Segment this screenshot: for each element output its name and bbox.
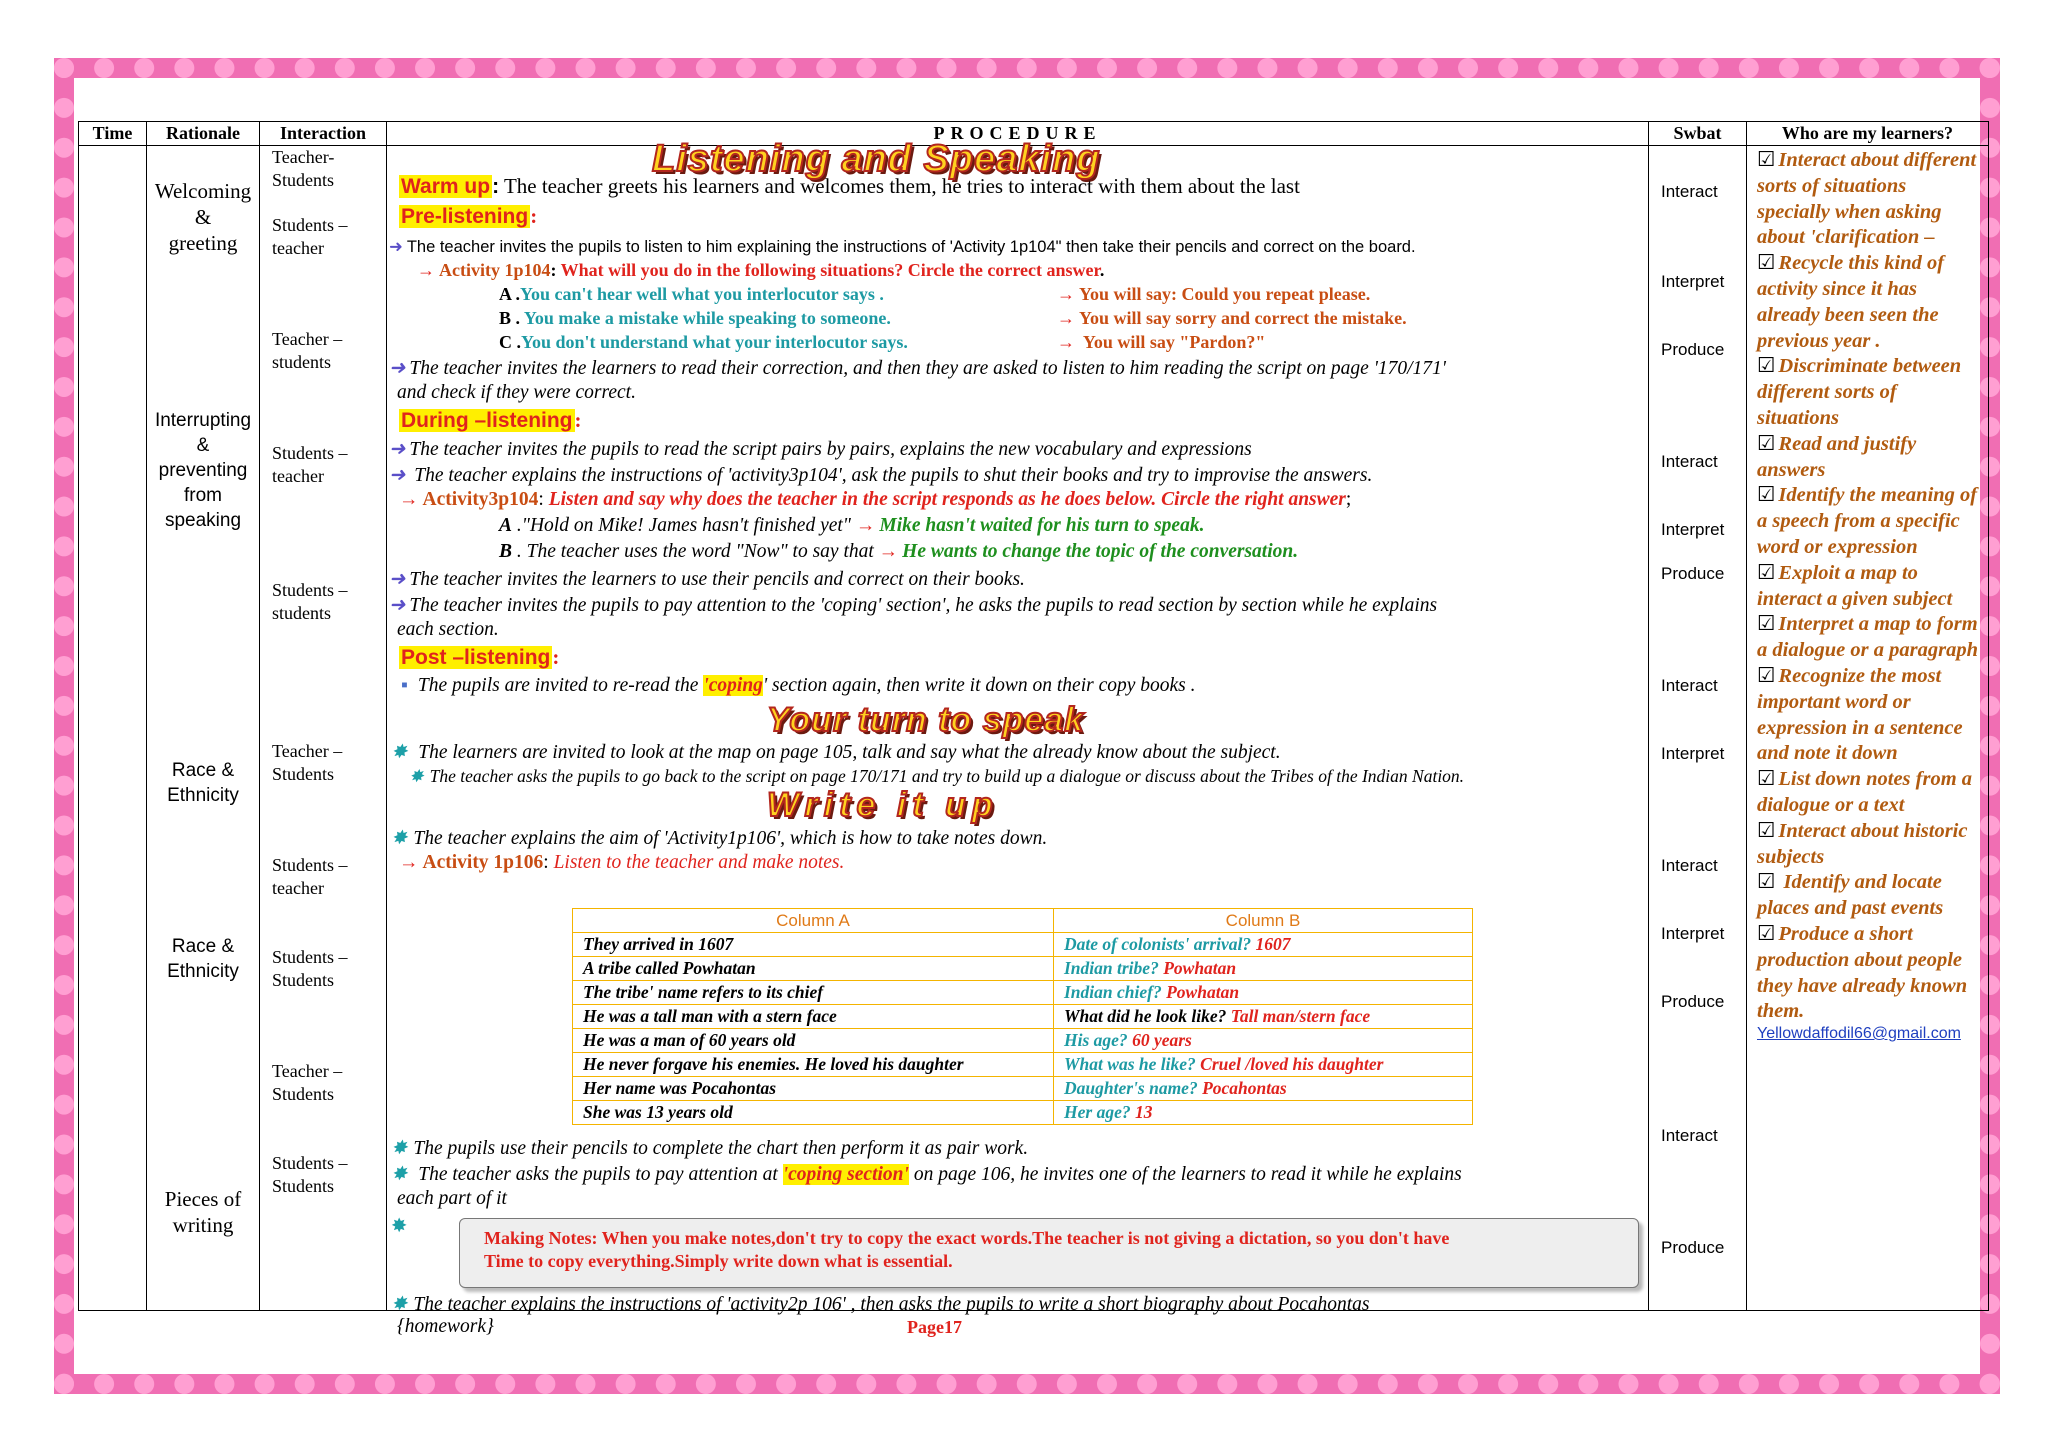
swbat-9: Interact	[1661, 856, 1718, 875]
arrow-right-icon: →	[399, 852, 419, 873]
table-row	[573, 1077, 1473, 1101]
note-box-line-1: Making Notes: When you make notes,don't try to copy the exact words.The teacher is not giving a dictation, so you don't have	[484, 1228, 1450, 1248]
notes-cell-b: Her age? 13	[1054, 1101, 1473, 1125]
write-line-1: ✸ The teacher explains the aim of 'Activity1p106', which is how to take notes down.	[391, 828, 1048, 849]
learner-objective: ☑ Interpret a map to form a dialogue or a paragraph	[1757, 613, 1978, 662]
activity1-answer-b: → You will say sorry and correct the mistake.	[1057, 308, 1407, 328]
star-bullet-icon: ✸	[391, 1216, 408, 1237]
swbat-10: Interpret	[1661, 924, 1725, 943]
notes-cell-a: They arrived in 1607	[573, 933, 1054, 957]
interaction-2: Students – teacher	[272, 215, 348, 258]
small-arrow-bullet-icon: ➜	[389, 569, 406, 590]
warmup-text: The teacher greets his learners and welcomes them, he tries to interact with them about the last	[503, 174, 1300, 198]
star-bullet-icon: ✸	[409, 766, 424, 786]
ballot-check-icon: ☑	[1757, 252, 1776, 275]
notes-cell-b: Indian tribe? Powhatan	[1054, 957, 1473, 981]
small-arrow-bullet-icon: ➜	[389, 358, 406, 379]
swbat-12: Interact	[1661, 1126, 1718, 1145]
swbat-cell	[1649, 146, 1747, 1311]
header-rationale: Rationale	[147, 122, 260, 146]
during-line-3: ➜ The teacher invites the learners to use their pencils and correct on their books.	[389, 569, 1025, 590]
ballot-check-icon: ☑	[1757, 871, 1776, 894]
making-notes-box	[459, 1218, 1639, 1288]
post-line-1: ▪ The pupils are invited to re-read the 'coping' section again, then write it down on their copy books .	[401, 675, 1196, 696]
activity1-option-c: C .You don't understand what your interlocutor says.	[499, 332, 908, 352]
activity1-option-b: B . You make a mistake while speaking to someone.	[499, 308, 891, 328]
ballot-check-icon: ☑	[1757, 484, 1776, 507]
title-write-it-up: Write it up	[767, 786, 999, 824]
activity1-line: → Activity 1p104: What will you do in the following situations? Circle the correct answer.	[417, 260, 1105, 280]
interaction-3: Teacher – students	[272, 329, 343, 372]
learner-objective: ☑ Exploit a map to interact a given subject	[1757, 561, 1953, 610]
rationale-writing: Pieces of writing	[164, 1187, 242, 1237]
ballot-check-icon: ☑	[1757, 664, 1776, 687]
ballot-check-icon: ☑	[1757, 819, 1776, 842]
learners-list	[1747, 146, 1988, 1025]
notes-cell-b: His age? 60 years	[1054, 1029, 1473, 1053]
notes-cell-a: A tribe called Powhatan	[573, 957, 1054, 981]
header-swbat: Swbat	[1649, 122, 1747, 146]
pre-line-2: ➜ The teacher invites the learners to read their correction, and then they are asked to listen to him reading the script on page '170/171'	[389, 358, 1446, 379]
post-heading: Post –listening:	[401, 645, 560, 669]
ballot-check-icon: ☑	[1757, 561, 1776, 584]
table-row	[573, 981, 1473, 1005]
write-line-4: ✸ The teacher explains the instructions of 'activity2p 106' , then asks the pupils to write a short biography about Pocahontas	[391, 1294, 1370, 1315]
prelistening-label: Pre-listening	[401, 205, 529, 228]
notes-cell-b: What was he like? Cruel /loved his daughter	[1054, 1053, 1473, 1077]
table-row	[573, 1053, 1473, 1077]
swbat-13: Produce	[1661, 1238, 1725, 1257]
time-cell	[79, 146, 147, 1311]
arrow-right-icon: →	[1057, 332, 1075, 352]
arrow-right-icon: →	[855, 515, 876, 536]
during-line-1: ➜ The teacher invites the pupils to read the script pairs by pairs, explains the new vocabulary and expressions	[389, 439, 1252, 460]
page-number: Page17	[907, 1317, 962, 1337]
notes-col-a: Column A	[573, 909, 1054, 933]
during-heading: During –listening:	[401, 408, 582, 432]
learner-objective: ☑ Identify and locate places and past events	[1757, 871, 1944, 920]
notes-cell-a: He never forgave his enemies. He loved his daughter	[573, 1053, 1054, 1077]
table-row	[573, 1101, 1473, 1125]
arrow-right-icon: →	[1057, 308, 1075, 328]
during-line-4: ➜ The teacher invites the pupils to pay attention to the 'coping' section', he asks the pupils to read section by section while he explains	[389, 595, 1438, 616]
swbat-1: Interact	[1661, 182, 1718, 201]
ballot-check-icon: ☑	[1757, 768, 1776, 791]
interaction-6: Teacher – Students	[272, 741, 343, 784]
ballot-check-icon: ☑	[1757, 922, 1776, 945]
write-line-4b: {homework}	[397, 1316, 494, 1337]
table-row	[573, 1005, 1473, 1029]
table-row	[573, 933, 1473, 957]
table-row	[573, 957, 1473, 981]
rationale-race-2: Race & Ethnicity	[167, 936, 239, 982]
notes-cell-b: What did he look like? Tall man/stern face	[1054, 1005, 1473, 1029]
notes-cell-a: Her name was Pocahontas	[573, 1077, 1054, 1101]
small-arrow-bullet-icon: ➜	[389, 439, 406, 460]
notes-cell-b: Daughter's name? Pocahontas	[1054, 1077, 1473, 1101]
header-time: Time	[79, 122, 147, 146]
swbat-7: Interact	[1661, 676, 1718, 695]
rationale-cell	[147, 146, 260, 1311]
rationale-interrupting: Interrupting & preventing from speaking	[154, 410, 252, 531]
activity3-line: → Activity3p104: Listen and say why does the teacher in the script responds as he does below. Circle the right answer;	[399, 489, 1352, 510]
notes-cell-a: She was 13 years old	[573, 1101, 1054, 1125]
ballot-check-icon: ☑	[1757, 355, 1776, 378]
activity3-option-a: A ."Hold on Mike! James hasn't finished yet" → Mike hasn't waited for his turn to speak.	[499, 515, 1205, 536]
learner-objective: ☑ Identify the meaning of a speech from a specific word or expression	[1757, 484, 1978, 558]
header-procedure: PROCEDURE	[387, 122, 1649, 146]
swbat-11: Produce	[1661, 992, 1725, 1011]
activity1-option-a: A .You can't hear well what you interlocutor says .	[499, 284, 884, 304]
activity1-answer-a: → You will say: Could you repeat please.	[1057, 284, 1371, 304]
post-label: Post –listening	[401, 646, 551, 669]
table-row	[573, 1029, 1473, 1053]
arrow-right-icon: →	[878, 541, 899, 562]
write-line-2: ✸ The pupils use their pencils to complete the chart then perform it as pair work.	[391, 1138, 1029, 1159]
swbat-6: Produce	[1661, 564, 1725, 583]
small-arrow-bullet-icon: ➜	[389, 238, 403, 256]
title-listening-speaking: Listening and Speaking	[652, 138, 1101, 180]
learner-objective: ☑ Read and justify answers	[1757, 432, 1917, 481]
arrow-right-icon: →	[399, 489, 419, 510]
learner-objective: ☑ Recognize the most important word or expression in a sentence and note it down	[1757, 664, 1963, 765]
warmup-line: Warm up: The teacher greets his learners and welcomes them, he tries to interact with them about the last	[401, 174, 1300, 198]
header-learners: Who are my learners?	[1747, 122, 1989, 146]
rationale-race-1: Race & Ethnicity	[167, 760, 239, 806]
notes-cell-a: He was a man of 60 years old	[573, 1029, 1054, 1053]
notes-cell-b: Date of colonists' arrival? 1607	[1054, 933, 1473, 957]
pre-line-2b: and check if they were correct.	[397, 382, 636, 403]
during-line-2: ➜ The teacher explains the instructions of 'activity3p104', ask the pupils to shut their books and try to improvise the answers.	[389, 465, 1373, 486]
notes-cell-b: Indian chief? Powhatan	[1054, 981, 1473, 1005]
lesson-plan-table	[78, 121, 1989, 1337]
small-arrow-bullet-icon: ➜	[389, 465, 406, 486]
arrow-right-icon: →	[417, 260, 435, 280]
rationale-welcoming: Welcoming & greeting	[154, 179, 252, 255]
write-line-3: ✸ The teacher asks the pupils to pay attention at 'coping section' on page 106, he invites one of the learners to read it while he explains	[391, 1164, 1462, 1185]
activity106-line: → Activity 1p106: Listen to the teacher and make notes.	[399, 852, 845, 873]
interaction-10: Students – Students	[272, 1153, 348, 1196]
swbat-5: Interpret	[1661, 520, 1725, 539]
interaction-1: Teacher- Students	[272, 147, 335, 190]
interaction-8: Students – Students	[272, 947, 348, 990]
square-bullet-icon: ▪	[401, 675, 408, 696]
ballot-check-icon: ☑	[1757, 432, 1776, 455]
swbat-4: Interact	[1661, 452, 1718, 471]
interaction-5: Students – students	[272, 580, 348, 623]
prelistening-heading: Pre-listening:	[401, 204, 538, 228]
learners-cell	[1747, 146, 1989, 1311]
swbat-8: Interpret	[1661, 744, 1725, 763]
swbat-3: Produce	[1661, 340, 1725, 359]
speak-line-1: ✸ The learners are invited to look at the map on page 105, talk and say what the already know about the subject.	[391, 742, 1281, 763]
learner-objective: ☑ Interact about different sorts of situations specially when asking about 'clarification –	[1757, 149, 1977, 249]
interaction-cell	[260, 146, 387, 1311]
learner-objective: ☑ List down notes from a dialogue or a text	[1757, 768, 1973, 816]
author-email: Yellowdaffodil66@gmail.com	[1757, 1025, 1961, 1043]
swbat-2: Interpret	[1661, 272, 1725, 291]
star-bullet-icon: ✸	[391, 742, 408, 763]
star-bullet-icon: ✸	[391, 1138, 408, 1159]
activity1-answer-c: → You will say "Pardon?"	[1057, 332, 1266, 352]
learner-objective: ☑ Discriminate between different sorts of situations	[1757, 355, 1962, 429]
star-bullet-icon: ✸	[391, 828, 408, 849]
during-label: During –listening	[401, 409, 573, 432]
star-bullet-icon: ✸	[391, 1294, 408, 1315]
notes-cell-a: He was a tall man with a stern face	[573, 1005, 1054, 1029]
arrow-right-icon: →	[1057, 284, 1075, 304]
ballot-check-icon: ☑	[1757, 149, 1776, 171]
notes-table	[572, 908, 1473, 1125]
header-interaction: Interaction	[260, 122, 387, 146]
speak-line-2: ✸ The teacher asks the pupils to go back to the script on page 170/171 and try to build up a dialogue or discuss about the Tribes of the Indian Nation.	[409, 766, 1465, 786]
notes-col-b: Column B	[1054, 909, 1473, 933]
ballot-check-icon: ☑	[1757, 613, 1776, 636]
learner-objective: ☑ Produce a short production about people they have already known them.	[1757, 922, 1968, 1023]
title-your-turn: Your turn to speak	[767, 701, 1085, 739]
pre-line-1: ➜ The teacher invites the pupils to listen to him explaining the instructions of 'Activity 1p104" then take their pencils and correct on the board.	[389, 238, 1416, 256]
notes-cell-a: The tribe' name refers to its chief	[573, 981, 1054, 1005]
learner-objective: ☑ Recycle this kind of activity since it has already been seen the previous year .	[1757, 252, 1945, 352]
interaction-7: Students – teacher	[272, 855, 348, 898]
small-arrow-bullet-icon: ➜	[389, 595, 406, 616]
procedure-cell	[387, 138, 1649, 1337]
write-line-3c: each part of it	[397, 1188, 507, 1209]
warmup-label: Warm up	[401, 175, 491, 198]
learner-objective: ☑ Interact about historic subjects	[1757, 819, 1968, 868]
interaction-9: Teacher – Students	[272, 1061, 343, 1104]
star-bullet-icon: ✸	[391, 1164, 408, 1185]
activity3-option-b: B . The teacher uses the word "Now" to say that → He wants to change the topic of the conversation.	[499, 541, 1299, 562]
during-line-4b: each section.	[397, 619, 499, 640]
note-box-line-2: Time to copy everything.Simply write down what is essential.	[484, 1251, 953, 1271]
interaction-4: Students – teacher	[272, 443, 348, 486]
